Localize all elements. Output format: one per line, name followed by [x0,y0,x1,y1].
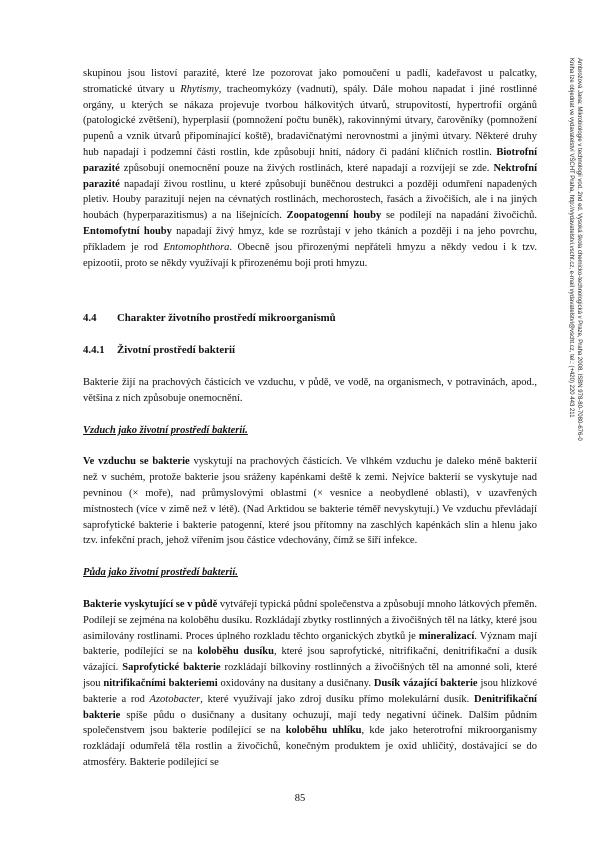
paragraph-fungal-parasites: skupinou jsou listoví parazité, které lze pozorovat jako pomoučení u padlí, kadeřavost u palcatky, stromatické útvary u Rhytismy, tracheomykózy (vadnutí), spály. Dále mohou napadat i jiné rostlinné orgány, u kterých se nákaza projevuje tvorbou hálkovitých útvarů, strupovitostí, hypertrofií orgánů (patologické zvětšení), hyperplasií (pomnožení počtu buněk), rakovinnými útvary, čarověníky (pomnožení pupenů a vznik útvarů připomínající koště), bradavičnatými nerovnostmi a jinými útvary. Některé druhy hub napadají i podzemní části rostlin, kde způsobují hnití, nádory či padání klíčních rostlin. Biotrofní parazité způsobují onemocnění pouze na živých rostlinách, které napadají a rozvíjejí se zde. Nektrofní parazité napadají živou rostlinu, u které způsobují buněčnou destrukci a později odumření napadených pletiv. Houby parazitují nejen na cévnatých rostlinách, mechorostech, řasách a živočiších, ale i na jiných houbách (hyperparazitismus) a na lišejnících. Zoopatogenní houby se podílejí na napadání živočichů. Entomofytní houby napadají živý hmyz, kde se rozrůstají v jeho tkáních a později i na jeho povrchu, příkladem je rod Entomophthora. Obecně jsou přirozenými nepřáteli hmyzu a někdy vedou i k tzv. epizootii, proto se někdy využívají k přirozenému boji proti hmyzu. [83,68,538,269]
subheading-air: Vzduch jako životní prostředí bakterií. [83,424,248,436]
paragraph-bacteria-habitats: Bakterie žijí na prachových částicích ve vzduchu, v půdě, ve vodě, na organismech, v potravinách, apod., většina z nich způsobuje onemocnění. [83,376,537,404]
section-heading-4-4-1: 4.4.1 Životní prostředí bakterií [83,344,235,357]
paragraph-soil: Bakterie vyskytující se v půdě vytvářejí typická půdní společenstva a způsobují mnoho látkových přeměn. Podílejí se zejména na koloběhu dusíku. Rozkládají zbytky rostlinných a živočišných těl na látky, které jsou asimilovány rostlinami. Proces úplného rozkladu těchto organických zbytků je mineralizací. Význam mají bakterie, podílející se na koloběhu dusíku, které jsou saprofytické, nitrifikační, denitrifikační a dusík vázající. Saprofytické bakterie rozkládají bílkoviny rostlinných a živočišných těl na amonné soli, které jsou nitrifikačními bakteriemi oxidovány na dusitany a dusičnany. Dusík vázající bakterie jsou hlízkové bakterie a rod Azotobacter, které využívají jako zdroj dusíku přímo molekulární dusík. Denitrifikační bakterie spíše půdu o dusičnany a dusitany ochuzují, mají tedy negativní účinek. Dalším půdním společenstvem jsou bakterie podílející se na koloběhu uhlíku, kde jako heterotrofní mikroorganismy rozkládají odumřelá těla rostlin a živočichů, konečným produktem je oxid uhličitý, dostávající se do atmosféry. Bakterie podílející se [83,598,538,768]
subheading-soil: Půda jako životní prostředí bakterií. [83,567,238,579]
section-heading-4-4: 4.4 Charakter životního prostředí mikroorganismů [83,312,336,325]
page-number: 85 [294,793,306,804]
page-body [83,66,537,771]
citation-line-2: Kniha lze objednat ve vydavatelství VŠCHT Praha, http://vydavatelstvi.vscht.cz, e-mail vydavatelstvi@vscht.cz, tel.: (+420) 220 443 211 [568,58,574,418]
paragraph-air: Ve vzduchu se bakterie vyskytují na prachových částicích. Ve vlhkém vzduchu je daleko méně bakterií než v suchém, protože bakterie jsou sráženy kapénkami deště k zemi. Nejvíce bakterií se vyskytuje nad pevninou (× moře), nad průmyslovými oblastmi (× vesnice a neobydlené oblasti), v uzavřených místnostech (více v zimě než v létě). (Nad Arktidou se bakterie téměř nevyskytují.) Ve vzduchu převládají saprofytické bakterie i bakterie patogenní, které jsou přítomny na zaschlých kapénkách slin a hlenu jako tzv. infekční prach, jehož vířením jsou částice vdechovány, čímž se šíří infekce. [83,456,537,547]
citation-line-1: Ambrožová Jana: Mikrobiologie v technologii vod. 2nd ed. Vysoká škola chemicko-technologická v Praze, Praha 2008. ISBN 978-80-7080-676-0 [576,58,582,441]
citation-sidebar [567,58,583,618]
